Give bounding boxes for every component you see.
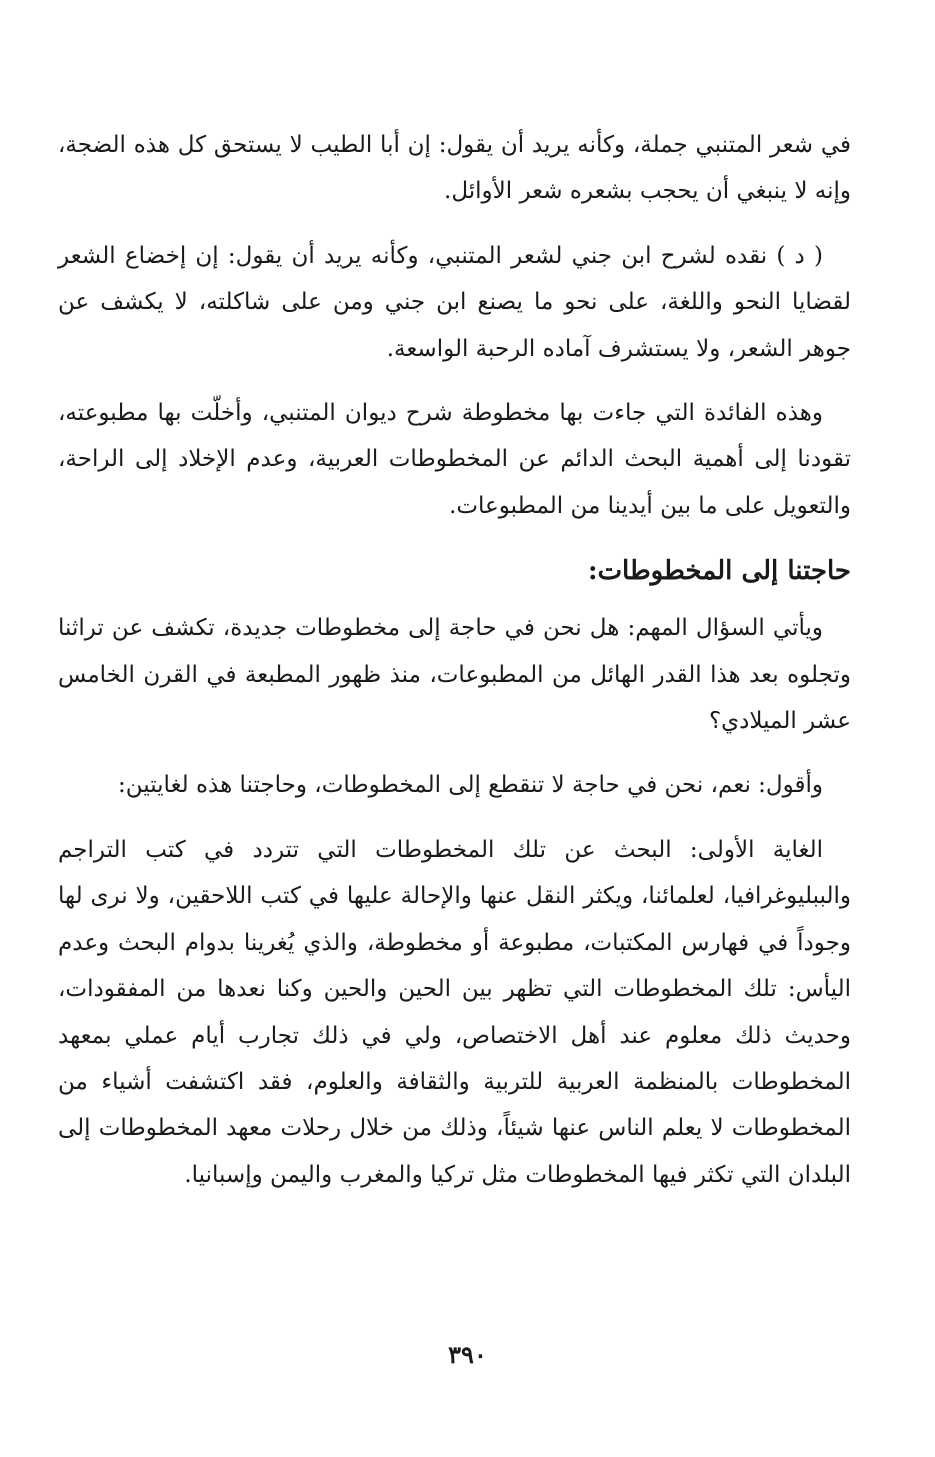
section-heading: حاجتنا إلى المخطوطات: — [587, 556, 851, 587]
paragraph-continuation: في شعر المتنبي جملة، وكأنه يريد أن يقول: إن أبا الطيب لا يستحق كل هذه الضجة، وإنه لا ينبغي أن يحجب بشعره شعر الأوائل. — [58, 132, 851, 205]
page-number: ٣٩٠ — [448, 1340, 487, 1369]
paragraph-manuscript-benefit: وهذه الفائدة التي جاءت بها مخطوطة شرح ديوان المتنبي، وأخلّت بها مطبوعته، تقودنا إلى أهمية البحث الدائم عن المخطوطات العربية، وعدم الإخلاد إلى الراحة، والتعويل على ما بين أيدينا من المطبوعات. — [58, 400, 851, 519]
paragraph-point-d: ( د ) نقده لشرح ابن جني لشعر المتنبي، وكأنه يريد أن يقول: إن إخضاع الشعر لقضايا النحو واللغة، على نحو ما يصنع ابن جني ومن على شاكلته، لا يكشف عن جوهر الشعر، ولا يستشرف آماده الرحبة الواسعة. — [58, 242, 851, 362]
paragraph-answer: وأقول: نعم، نحن في حاجة لا تنقطع إلى المخطوطات، وحاجتنا هذه لغايتين: — [118, 772, 823, 799]
page-body — [58, 122, 851, 1216]
paragraph-question: ويأتي السؤال المهم: هل نحن في حاجة إلى مخطوطات جديدة، تكشف عن تراثنا وتجلوه بعد هذا القدر الهائل من المطبوعات، منذ ظهور المطبعة في القرن الخامس عشر الميلادي؟ — [58, 615, 851, 735]
paragraph-first-goal: الغاية الأولى: البحث عن تلك المخطوطات التي تتردد في كتب التراجم والببليوغرافيا، لعلمائنا، ويكثر النقل عنها والإحالة عليها في كتب اللاحقين، ولا نرى لها وجوداً في فهارس المكتبات، مطبوعة أو مخطوطة، والذي يُغرينا بدوام البحث وعدم اليأس: تلك المخطوطات التي تظهر بين الحين والحين وكنا نعدها من المفقودات، وحديث ذلك معلوم عند أهل الاختصاص، ولي في ذلك تجارب أيام عملي بمعهد المخطوطات بالمنظمة العربية للتربية والثقافة والعلوم، فقد اكتشفت أشياء من المخطوطات لا يعلم الناس عنها شيئاً، وذلك من خلال رحلات معهد المخطوطات إلى البلدان التي تكثر فيها المخطوطات مثل تركيا والمغرب واليمن وإسبانيا. — [58, 836, 851, 1188]
